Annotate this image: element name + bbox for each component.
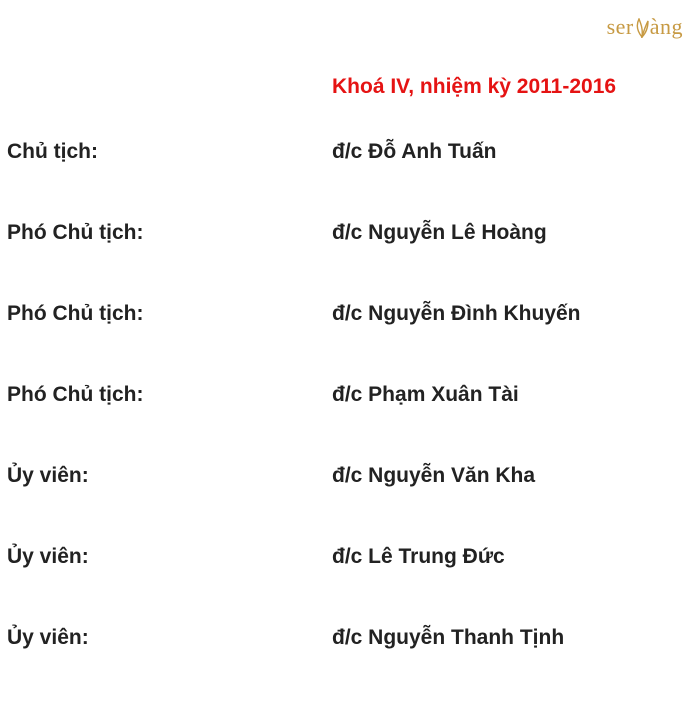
- roster-row: [7, 464, 687, 545]
- logo-text-end: àng: [649, 14, 683, 39]
- member-name: đ/c Phạm Xuân Tài: [332, 383, 519, 406]
- term-heading: Khoá IV, nhiệm kỳ 2011-2016: [332, 75, 617, 98]
- member-name: đ/c Nguyễn Lê Hoàng: [332, 221, 547, 244]
- roster-row: [7, 626, 687, 707]
- roster-row: [7, 140, 687, 221]
- member-name: đ/c Nguyễn Thanh Tịnh: [332, 626, 565, 649]
- roster-row: [7, 383, 687, 464]
- member-name: đ/c Nguyễn Văn Kha: [332, 464, 536, 487]
- member-name: đ/c Lê Trung Đức: [332, 545, 505, 568]
- member-role: Phó Chủ tịch:: [7, 302, 144, 325]
- logo-text-start: ser: [606, 14, 634, 39]
- member-role: Ủy viên:: [7, 626, 89, 649]
- roster-row: [7, 545, 687, 626]
- roster-row: [7, 302, 687, 383]
- member-role: Ủy viên:: [7, 464, 89, 487]
- member-role: Phó Chủ tịch:: [7, 383, 144, 406]
- leaf-icon: [635, 18, 649, 38]
- member-name: đ/c Nguyễn Đình Khuyến: [332, 302, 581, 325]
- member-roster: [7, 140, 687, 707]
- roster-row: [7, 221, 687, 302]
- member-role: Chủ tịch:: [7, 140, 98, 163]
- member-role: Phó Chủ tịch:: [7, 221, 144, 244]
- brand-logo: [607, 14, 683, 40]
- member-name: đ/c Đỗ Anh Tuấn: [332, 140, 497, 163]
- member-role: Ủy viên:: [7, 545, 89, 568]
